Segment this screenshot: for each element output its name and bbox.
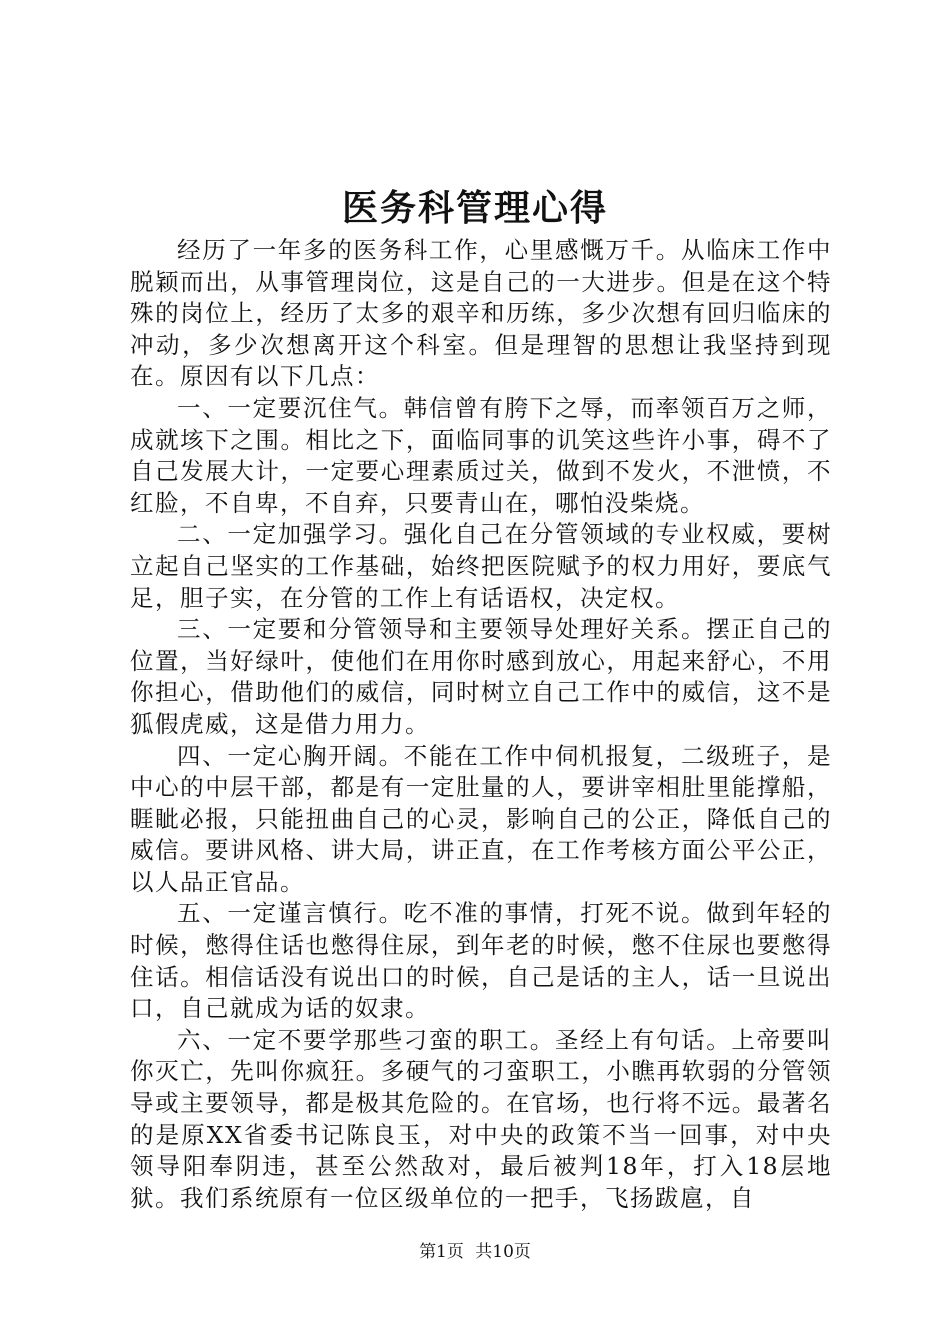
document-body <box>130 235 832 1214</box>
page-footer <box>0 1240 950 1264</box>
page-total: 共10页 <box>475 1242 531 1262</box>
document-title: 医务科管理心得 <box>341 187 608 229</box>
paragraph-point-5: 五、一定谨言慎行。吃不准的事情，打死不说。做到年轻的时候，憋得住话也憋得住尿，到年老的时候，憋不住尿也要憋得住话。相信话没有说出口的时候，自己是话的主人，话一旦说出口，自己就成为话的奴隶。 <box>130 899 832 1023</box>
paragraph-point-6: 六、一定不要学那些刁蛮的职工。圣经上有句话。上帝要叫你灭亡，先叫你疯狂。多硬气的刁蛮职工，小瞧再软弱的分管领导或主要领导，都是极其危险的。在官场，也行将不远。最著名的是原XX省委书记陈良玉，对中央的政策不当一回事，对中央领导阳奉阴违，甚至公然敌对，最后被判18年，打入18层地狱。我们系统原有一位区级单位的一把手，飞扬跋扈，自 <box>130 1025 832 1212</box>
paragraph-intro: 经历了一年多的医务科工作，心里感慨万千。从临床工作中脱颖而出，从事管理岗位，这是自己的一大进步。但是在这个特殊的岗位上，经历了太多的艰辛和历练，多少次想有回归临床的冲动，多少次想离开这个科室。但是理智的思想让我坚持到现在。原因有以下几点： <box>130 236 832 391</box>
page-number: 第1页 <box>419 1242 464 1262</box>
paragraph-point-3: 三、一定要和分管领导和主要领导处理好关系。摆正自己的位置，当好绿叶，使他们在用你时感到放心，用起来舒心，不用你担心，借助他们的威信，同时树立自己工作中的威信，这不是狐假虎威，这是借力用力。 <box>130 615 832 738</box>
paragraph-point-4: 四、一定心胸开阔。不能在工作中伺机报复，二级班子，是中心的中层干部，都是有一定肚量的人，要讲宰相肚里能撑船，睚眦必报，只能扭曲自己的心灵，影响自己的公正，降低自己的威信。要讲风格、讲大局，讲正直，在工作考核方面公平公正，以人品正官品。 <box>130 741 832 896</box>
paragraph-point-2: 二、一定加强学习。强化自己在分管领域的专业权威，要树立起自己坚实的工作基础，始终把医院赋予的权力用好，要底气足，胆子实，在分管的工作上有话语权，决定权。 <box>130 520 832 612</box>
paragraph-point-1: 一、一定要沉住气。韩信曾有胯下之辱，而率领百万之师，成就垓下之围。相比之下，面临同事的讥笑这些许小事，碍不了自己发展大计，一定要心理素质过关，做到不发火，不泄愤，不红脸，不自卑，不自弃，只要青山在，哪怕没柴烧。 <box>130 393 832 517</box>
